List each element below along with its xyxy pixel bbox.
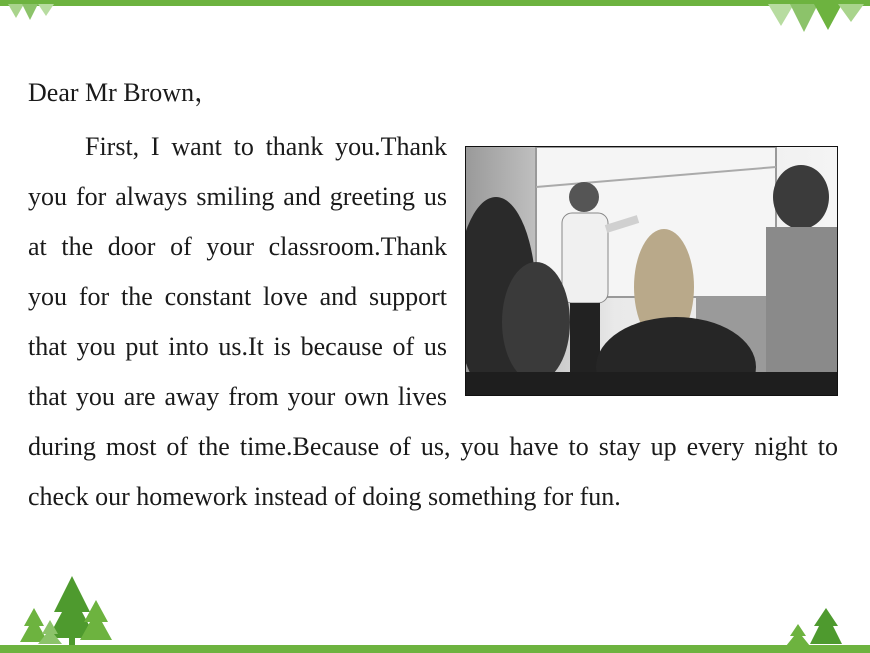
letter-greeting: Dear Mr Brown， — [28, 78, 221, 107]
triangle-pattern-icon — [8, 4, 68, 24]
letter-paragraph: First, I want to thank you.Thank you for always smiling and greeting us at the door of your classroom.Thank you for the constant love and support that you put into us.It is because of us that you are away from your own lives during most of the time.Because of us, you have to stay up every night to check our homework instead of doing something for fun. — [28, 132, 838, 511]
pine-trees-icon — [786, 604, 846, 648]
classroom-photo — [465, 146, 838, 396]
bottom-border-bar — [0, 645, 870, 653]
letter-body — [28, 122, 838, 522]
triangle-pattern-icon — [768, 4, 868, 34]
top-border-bar — [0, 0, 870, 6]
pine-trees-icon — [20, 570, 120, 648]
